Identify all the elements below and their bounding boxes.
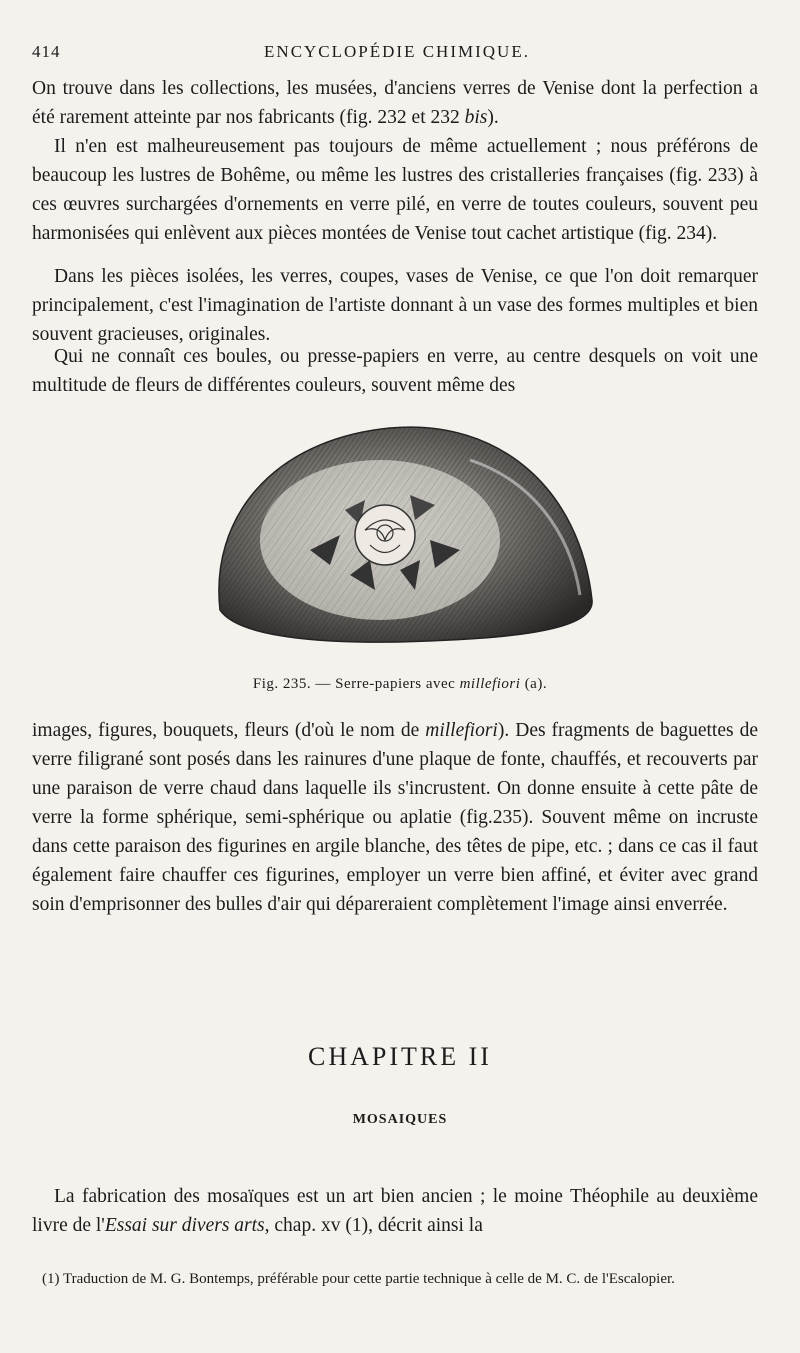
figure-caption-suffix: (a). <box>520 676 548 692</box>
paragraph-2-text: Il n'en est malheureusement pas toujours de même actuellement ; nous préférons de beaucoup les lustres de Bohême, ou même les lustres des cristalleries françaises (fig. 233) à ces œuvres surchargées d'ornements en verre pilé, en verre de toutes couleurs, souvent peu harmonisées qui enlèvent aux pièces montées de Venise tout cachet artistique (fig. 234). <box>32 136 758 244</box>
paragraph-6-italic: Essai sur divers arts <box>104 1215 265 1236</box>
paragraph-1-text: On trouve dans les collections, les musées, d'anciens verres de Venise dont la perfection a été rarement atteinte par nos fabricants (fig. 232 et 232 <box>32 78 758 128</box>
paragraph-5-start: images, figures, bouquets, fleurs (d'où le nom de <box>32 720 420 741</box>
page-number: 414 <box>32 42 61 61</box>
figure-label: Fig. 235. <box>252 676 312 692</box>
paperweight-engraving <box>200 400 610 660</box>
paragraph-6-start: La fabrication des mosaïques est un art bien ancien ; le moine Théophile au deuxième livre de l' <box>32 1186 758 1236</box>
paragraph-6 <box>32 1182 758 1240</box>
figure-caption <box>0 676 800 693</box>
paragraph-2 <box>32 132 758 248</box>
paragraph-5 <box>32 716 758 919</box>
paragraph-3-text: Dans les pièces isolées, les verres, coupes, vases de Venise, ce que l'on doit remarquer principalement, c'est l'imagination de l'artiste donnant à un vase des formes multiples et bien souvent gracieuses, originales. <box>32 266 758 345</box>
paragraph-5-rest: ). Des fragments de baguettes de verre filigrané sont posés dans les rainures d'une plaque de fonte, chauffés, et recouverts par une paraison de verre chaud dans laquelle ils s'incrustent. On donne ensuite à cette pâte de verre la forme sphérique, semi-sphérique ou aplatie (fig.235). Souvent même on incruste dans cette paraison des figurines en argile blanche, des têtes de pipe, etc. ; dans ce cas il faut également faire chauffer ces figurines, employer un verre bien affiné, et éviter avec grand soin d'emprisonner des bulles d'air qui dépareraient complètement l'image ainsi enverrée. <box>32 720 758 915</box>
running-header <box>32 42 762 66</box>
figure-caption-italic: millefiori <box>459 676 521 692</box>
section-title: MOSAIQUES <box>352 1112 448 1127</box>
figure-caption-text: — Serre-papiers avec <box>311 676 460 692</box>
paragraph-5-italic: millefiori <box>425 720 498 741</box>
paragraph-4-text: Qui ne connaît ces boules, ou presse-papiers en verre, au centre desquels on voit une multitude de fleurs de différentes couleurs, souvent même des <box>32 346 758 396</box>
paragraph-1-bis: bis <box>464 107 488 128</box>
paragraph-3 <box>32 262 758 349</box>
paragraph-4 <box>32 342 758 400</box>
paragraph-6-rest: , chap. xv (1), décrit ainsi la <box>264 1215 483 1236</box>
paragraph-1-end: ). <box>487 107 499 128</box>
chapter-title: CHAPITRE II <box>308 1042 492 1071</box>
footnote-text: (1) Traduction de M. G. Bontemps, préférable pour cette partie technique à celle de M. C. de l'Escalopier. <box>42 1271 675 1287</box>
footnote <box>32 1268 758 1290</box>
running-title: ENCYCLOPÉDIE CHIMIQUE. <box>264 42 530 61</box>
paragraph-1 <box>32 74 758 132</box>
paperweight-illustration <box>200 400 610 660</box>
